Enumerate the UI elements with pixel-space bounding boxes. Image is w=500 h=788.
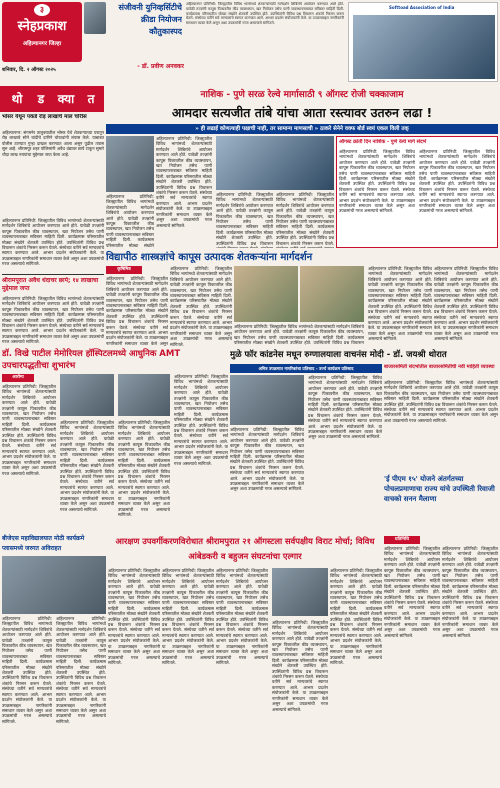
train-photo [216,136,334,190]
brief1-title: भोसर येथून पकडे रोड़ लाखाचे माल चोरीस [2,114,87,120]
bjs-headline: बीजेएस महाविद्यालयात मोठी कार्यक्रमे प्लासमध्ये जरुरत अविराहत [2,535,85,552]
vidyapeeth-body-1: अहिल्यानगर प्रतिनिधी: जिल्ह्यातील विविध भागांमध्ये शेतकऱ्यांसाठी मार्गदर्शन शिबिरांचे आयोजन करण्यात आले होते. यावेळी तज्ज्ञांनी कापूस पिकावरील कीड व्यवस्थापन, खत नियोजन तसेच पाणी व्यवस्थापनाबाबत सविस्तर माहिती दिली. कार्यक्रमास परिसरातील मोठ्या संख्येने शेतकरी उपस्थित होते. उपस्थितांनी विविध प्रश्न विचारून शंकांचे निरसन करून घेतले. संस्थेच्या वतीने सर्व मान्यवरांचे स्वागत करण्यात आले. आभार प्रदर्शन संयोजकांनी केले. या उपक्रमाबद्दल नागरिकांनी समाधान व्यक्त केले असून [106,276,168,346]
vidyapeeth-body-4: अहिल्यानगर प्रतिनिधी: जिल्ह्यातील विविध भागांमध्ये शेतकऱ्यांसाठी मार्गदर्शन शिबिरांचे आयोजन करण्यात आले होते. यावेळी तज्ज्ञांनी कापूस पिकावरील कीड व्यवस्थापन, खत नियोजन तसेच पाणी व्यवस्थापनाबाबत सविस्तर माहिती दिली. कार्यक्रमास परिसरातील मोठ्या संख्येने शेतकरी उपस्थित होते. उपस्थितांनी विविध प्रश्न विचारून शंकांचे निरसन करून घेतले. संस्थेच्या वतीने सर्व मान्यवरांचे स्वागत करण्यात आले. आभार प्रदर्शन संयोजकांनी केले. या उपक्रमाबद्दल नागरिकांनी समाधान व्यक्त केले असून अशा उपक्रमांची गरज असल्याचे सांगितले. [434,266,498,342]
thodkyat-letter-1: थो [11,92,23,106]
thodkyat-letter-4: त [87,92,95,106]
cardio-body-1: अहिल्यानगर प्रतिनिधी: जिल्ह्यातील विविध भागांमध्ये शेतकऱ्यांसाठी मार्गदर्शन शिबिरांचे आयोजन करण्यात आले होते. यावेळी तज्ज्ञांनी कापूस पिकावरील कीड व्यवस्थापन, खत नियोजन तसेच पाणी व्यवस्थापनाबाबत सविस्तर माहिती दिली. कार्यक्रमास परिसरातील मोठ्या संख्येने शेतकरी उपस्थित होते. उपस्थितांनी विविध प्रश्न विचारून शंकांचे निरसन करून घेतले. संस्थेच्या वतीने सर्व मान्यवरांचे स्वागत करण्यात आले. आभार प्रदर्शन संयोजकांनी केले. या उपक्रमाबद्दल नागरिकांनी समाधान व्यक्त केले असून अशा उपक्रमांची गरज असल्याचे सांगितले. [230,427,304,492]
ev-kicker: प्रतिनिधि [384,536,420,544]
masthead-ad [348,2,498,82]
hospital-body-3: अहिल्यानगर प्रतिनिधी: जिल्ह्यातील विविध भागांमध्ये शेतकऱ्यांसाठी मार्गदर्शन शिबिरांचे आयोजन करण्यात आले होते. यावेळी तज्ज्ञांनी कापूस पिकावरील कीड व्यवस्थापन, खत नियोजन तसेच पाणी व्यवस्थापनाबाबत सविस्तर माहिती दिली. कार्यक्रमास परिसरातील मोठ्या संख्येने शेतकरी उपस्थित होते. उपस्थितांनी विविध प्रश्न विचारून शंकांचे निरसन करून घेतले. संस्थेच्या वतीने सर्व मान्यवरांचे स्वागत करण्यात आले. आभार प्रदर्शन संयोजकांनी केले. या उपक्रमाबद्दल नागरिकांनी समाधान व्यक्त केले असून अशा उपक्रमांची गरज असल्याचे सांगितले. [118,420,170,517]
divider [2,274,104,275]
reservation-body-2: अहिल्यानगर प्रतिनिधी: जिल्ह्यातील विविध भागांमध्ये शेतकऱ्यांसाठी मार्गदर्शन शिबिरांचे आयोजन करण्यात आले होते. यावेळी तज्ज्ञांनी कापूस पिकावरील कीड व्यवस्थापन, खत नियोजन तसेच पाणी व्यवस्थापनाबाबत सविस्तर माहिती दिली. कार्यक्रमास परिसरातील मोठ्या संख्येने शेतकरी उपस्थित होते. उपस्थितांनी विविध प्रश्न विचारून शंकांचे निरसन करून घेतले. संस्थेच्या वतीने सर्व मान्यवरांचे स्वागत करण्यात आले. आभार प्रदर्शन संयोजकांनी केले. या उपक्रमाबद्दल नागरिकांनी समाधान व्यक्त केले असून अशा उपक्रमांची गरज असल्याचे सांगितले. [162,568,214,665]
left-column [2,114,104,344]
reservation-body-5: अहिल्यानगर प्रतिनिधी: जिल्ह्यातील विविध भागांमध्ये शेतकऱ्यांसाठी मार्गदर्शन शिबिरांचे आयोजन करण्यात आले होते. यावेळी तज्ज्ञांनी कापूस पिकावरील कीड व्यवस्थापन, खत नियोजन तसेच पाणी व्यवस्थापनाबाबत सविस्तर माहिती दिली. कार्यक्रमास परिसरातील मोठ्या संख्येने शेतकरी उपस्थित होते. उपस्थितांनी विविध प्रश्न विचारून शंकांचे निरसन करून घेतले. संस्थेच्या वतीने सर्व मान्यवरांचे स्वागत करण्यात आले. आभार प्रदर्शन संयोजकांनी केले. या उपक्रमाबद्दल नागरिकांनी समाधान व्यक्त केले असून अशा उपक्रमांची गरज असल्याचे सांगितले. [330,568,382,665]
bjs-photo [2,556,106,614]
hospital-body-2: अहिल्यानगर प्रतिनिधी: जिल्ह्यातील विविध भागांमध्ये शेतकऱ्यांसाठी मार्गदर्शन शिबिरांचे आयोजन करण्यात आले होते. यावेळी तज्ज्ञांनी कापूस पिकावरील कीड व्यवस्थापन, खत नियोजन तसेच पाणी व्यवस्थापनाबाबत सविस्तर माहिती दिली. कार्यक्रमास परिसरातील मोठ्या संख्येने शेतकरी उपस्थित होते. उपस्थितांनी विविध प्रश्न विचारून शंकांचे निरसन करून घेतले. संस्थेच्या वतीने सर्व मान्यवरांचे स्वागत करण्यात आले. आभार प्रदर्शन संयोजकांनी केले. या उपक्रमाबद्दल नागरिकांनी समाधान व्यक्त केले असून अशा उपक्रमांची गरज असल्याचे सांगितले. [60,420,114,512]
brief1-body: अहिल्यानगर: संगमनेर तालुक्यातील भोसर येथे शेतकऱ्याच्या घरातून रोड़ लाखाचे सोने चांदीचे दागिने चोरट्यांनी लंपास केले. याबाबत पोलीस ठाण्यात गुन्हा दाखल करण्यात आला असून पुढील तपास सुरु आहे. श्रीरामपूर शहर पोलिसांनी अवैध धंद्यावर छापे टाकून सुमारे चौदा लाख रुपयांचा मुद्देमाल जप्त केला आहे. [2,130,104,157]
ad-label: Softtoad Association of India [389,5,455,10]
field-photo-1 [234,266,298,322]
sanjivani-title: संजीवनी युनिव्हर्सिटीचे क्रीडा नियोजन कौतुकास्पद [118,3,182,36]
market-brief [384,364,498,472]
cardio-headline: मुळे फॉर कांडनेस मधून रुग्णालयाला वाचनंस मोदी - डॉ. जयश्री थोरात [230,350,447,360]
tambe-photo [106,136,154,192]
sanjivani-photo [84,2,106,34]
cardio-story [230,364,382,532]
field-photo-2 [300,266,364,322]
brief1-body-2: अहिल्यानगर प्रतिनिधी: जिल्ह्यातील विविध भागांमध्ये शेतकऱ्यांसाठी मार्गदर्शन शिबिरांचे आयोजन करण्यात आले होते. यावेळी तज्ज्ञांनी कापूस पिकावरील कीड व्यवस्थापन, खत नियोजन तसेच पाणी व्यवस्थापनाबाबत सविस्तर माहिती दिली. कार्यक्रमास परिसरातील मोठ्या संख्येने शेतकरी उपस्थित होते. उपस्थितांनी विविध प्रश्न विचारून शंकांचे निरसन करून घेतले. संस्थेच्या वतीने सर्व मान्यवरांचे स्वागत करण्यात आले. आभार प्रदर्शन संयोजकांनी केले. या उपक्रमाबद्दल नागरिकांनी समाधान व्यक्त केले असून अशा उपक्रमांची गरज असल्याचे सांगितले. [2,218,104,267]
tambe-body-3: अहिल्यानगर प्रतिनिधी: जिल्ह्यातील विविध भागांमध्ये शेतकऱ्यांसाठी मार्गदर्शन शिबिरांचे आयोजन करण्यात आले होते. यावेळी तज्ज्ञांनी कापूस पिकावरील कीड व्यवस्थापन, खत नियोजन तसेच पाणी व्यवस्थापनाबाबत सविस्तर माहिती दिली. कार्यक्रमास परिसरातील मोठ्या संख्येने शेतकरी उपस्थित होते. उपस्थितांनी विविध प्रश्न विचारून [216,192,273,246]
tambe-body-2: अहिल्यानगर प्रतिनिधी: जिल्ह्यातील विविध भागांमध्ये शेतकऱ्यांसाठी मार्गदर्शन शिबिरांचे आयोजन करण्यात आले होते. यावेळी तज्ज्ञांनी कापूस पिकावरील कीड व्यवस्थापन, खत नियोजन तसेच पाणी व्यवस्थापनाबाबत सविस्तर माहिती दिली. कार्यक्रमास परिसरातील मोठ्या संख्येने [106,194,154,248]
market-brief-body: अहिल्यानगर प्रतिनिधी: जिल्ह्यातील विविध भागांमध्ये शेतकऱ्यांसाठी मार्गदर्शन शिबिरांचे आयोजन करण्यात आले होते. यावेळी तज्ज्ञांनी कापूस पिकावरील कीड व्यवस्थापन, खत नियोजन तसेच पाणी व्यवस्थापनाबाबत सविस्तर माहिती दिली. कार्यक्रमास परिसरातील मोठ्या संख्येने शेतकरी उपस्थित होते. उपस्थितांनी विविध प्रश्न विचारून शंकांचे निरसन करून घेतले. संस्थेच्या वतीने सर्व मान्यवरांचे स्वागत करण्यात आले. आभार प्रदर्शन संयोजकांनी केले. या उपक्रमाबद्दल नागरिकांनी समाधान व्यक्त केले असून अशा उपक्रमांची गरज असल्याचे सांगितले. [384,380,498,423]
bjs-body-1: अहिल्यानगर प्रतिनिधी: जिल्ह्यातील विविध भागांमध्ये शेतकऱ्यांसाठी मार्गदर्शन शिबिरांचे आयोजन करण्यात आले होते. यावेळी तज्ज्ञांनी कापूस पिकावरील कीड व्यवस्थापन, खत नियोजन तसेच पाणी व्यवस्थापनाबाबत सविस्तर माहिती दिली. कार्यक्रमास परिसरातील मोठ्या संख्येने शेतकरी उपस्थित होते. उपस्थितांनी विविध प्रश्न विचारून शंकांचे निरसन करून घेतले. संस्थेच्या वतीने सर्व मान्यवरांचे स्वागत करण्यात आले. आभार प्रदर्शन संयोजकांनी केले. या उपक्रमाबद्दल नागरिकांनी समाधान व्यक्त केले असून अशा उपक्रमांची गरज असल्याचे सांगितले. [2,616,52,724]
reservation-body-4: अहिल्यानगर प्रतिनिधी: जिल्ह्यातील विविध भागांमध्ये शेतकऱ्यांसाठी मार्गदर्शन शिबिरांचे आयोजन करण्यात आले होते. यावेळी तज्ज्ञांनी कापूस पिकावरील कीड व्यवस्थापन, खत नियोजन तसेच पाणी व्यवस्थापनाबाबत सविस्तर माहिती दिली. कार्यक्रमास परिसरातील मोठ्या संख्येने शेतकरी उपस्थित होते. उपस्थितांनी विविध प्रश्न विचारून शंकांचे निरसन करून घेतले. संस्थेच्या वतीने सर्व मान्यवरांचे स्वागत करण्यात आले. आभार प्रदर्शन संयोजकांनी केले. या उपक्रमाबद्दल नागरिकांनी समाधान व्यक्त केले असून अशा उपक्रमांची गरज असल्याचे सांगितले. [272,620,328,712]
tambe-story [106,136,334,248]
vidyapeeth-headline: विद्यापीठ शास्त्रज्ञांचे कापूस उत्पादक शेतकऱ्यांना मार्गदर्शन [106,252,313,263]
ad-photo [353,15,495,79]
rail-box [336,136,498,248]
logo-subtitle: अहिल्यानगर जिल्हा [22,41,62,47]
cardio-body-2: अहिल्यानगर प्रतिनिधी: जिल्ह्यातील विविध भागांमध्ये शेतकऱ्यांसाठी मार्गदर्शन शिबिरांचे आयोजन करण्यात आले होते. यावेळी तज्ज्ञांनी कापूस पिकावरील कीड व्यवस्थापन, खत नियोजन तसेच पाणी व्यवस्थापनाबाबत सविस्तर माहिती दिली. कार्यक्रमास परिसरातील मोठ्या संख्येने शेतकरी उपस्थित होते. उपस्थितांनी विविध प्रश्न विचारून शंकांचे निरसन करून घेतले. संस्थेच्या वतीने सर्व मान्यवरांचे स्वागत करण्यात आले. आभार प्रदर्शन संयोजकांनी केले. या उपक्रमाबद्दल नागरिकांनी समाधान व्यक्त केले असून अशा उपक्रमांची गरज असल्याचे सांगितले. [308,375,382,440]
logo-box [2,2,82,62]
logo-title: स्नेहप्रकाश [17,19,67,34]
masthead [0,0,500,86]
cardio-photo [230,375,304,425]
thodkyat-letter-2: ड [37,92,45,106]
tambe-body-4: अहिल्यानगर प्रतिनिधी: जिल्ह्यातील विविध भागांमध्ये शेतकऱ्यांसाठी मार्गदर्शन शिबिरांचे आयोजन करण्यात आले होते. यावेळी तज्ज्ञांनी कापूस पिकावरील कीड व्यवस्थापन, खत नियोजन तसेच पाणी व्यवस्थापनाबाबत सविस्तर माहिती दिली. कार्यक्रमास परिसरातील मोठ्या संख्येने शेतकरी उपस्थित होते. उपस्थितांनी विविध प्रश्न विचारून शंकांचे निरसन करून घेतले. [276,192,334,246]
rail-body-2: अहिल्यानगर प्रतिनिधी: जिल्ह्यातील विविध भागांमध्ये शेतकऱ्यांसाठी मार्गदर्शन शिबिरांचे आयोजन करण्यात आले होते. यावेळी तज्ज्ञांनी कापूस पिकावरील कीड व्यवस्थापन, खत नियोजन तसेच पाणी व्यवस्थापनाबाबत सविस्तर माहिती दिली. कार्यक्रमास परिसरातील मोठ्या संख्येने शेतकरी उपस्थित होते. उपस्थितांनी विविध प्रश्न विचारून शंकांचे निरसन करून घेतले. संस्थेच्या वतीने सर्व मान्यवरांचे स्वागत करण्यात आले. आभार प्रदर्शन संयोजकांनी केले. या उपक्रमाबद्दल नागरिकांनी समाधान व्यक्त केले असून अशा उपक्रमांची गरज असल्याचे सांगितले. [419,149,495,214]
ev-story [384,474,498,786]
cardio-kicker: अमित्र उपक्रमात नागरिकांचा प्रतिसाद - उर्ज्य कार्यक्रम प्रतिसाद [230,364,382,373]
market-brief-title: बाजारसमिती संदर्भातील बाजारसमितीची नवी माहिती व्यवस्था [384,364,495,370]
reservation-photo [272,568,328,616]
hospital-body-1: अहिल्यानगर प्रतिनिधी: जिल्ह्यातील विविध भागांमध्ये शेतकऱ्यांसाठी मार्गदर्शन शिबिरांचे आयोजन करण्यात आले होते. यावेळी तज्ज्ञांनी कापूस पिकावरील कीड व्यवस्थापन, खत नियोजन तसेच पाणी व्यवस्थापनाबाबत सविस्तर माहिती दिली. कार्यक्रमास परिसरातील मोठ्या संख्येने शेतकरी उपस्थित होते. उपस्थितांनी विविध प्रश्न विचारून शंकांचे निरसन करून घेतले. संस्थेच्या वतीने सर्व मान्यवरांचे स्वागत करण्यात आले. आभार प्रदर्शन संयोजकांनी केले. या उपक्रमाबद्दल नागरिकांनी समाधान व्यक्त केले असून अशा उपक्रमांची गरज असल्याचे सांगितले. [2,384,56,476]
hospital-photo-1 [60,374,114,416]
hospital-story [2,374,228,532]
vidyapeeth-story [106,250,498,346]
ev-body-2: अहिल्यानगर प्रतिनिधी: जिल्ह्यातील विविध भागांमध्ये शेतकऱ्यांसाठी मार्गदर्शन शिबिरांचे आयोजन करण्यात आले होते. यावेळी तज्ज्ञांनी कापूस पिकावरील कीड व्यवस्थापन, खत नियोजन तसेच पाणी व्यवस्थापनाबाबत सविस्तर माहिती दिली. कार्यक्रमास परिसरातील मोठ्या संख्येने शेतकरी उपस्थित होते. उपस्थितांनी विविध प्रश्न विचारून शंकांचे निरसन करून घेतले. संस्थेच्या वतीने सर्व मान्यवरांचे स्वागत करण्यात आले. आभार प्रदर्शन संयोजकांनी केले. या उपक्रमाबद्दल नागरिकांनी समाधान व्यक्त केले असून अशा उपक्रमांची गरज असल्याचे सांगितले. [442,546,498,638]
thodkyat-letter-3: क्या [57,92,75,106]
logo-number: ३ [34,4,50,16]
brief2-body: अहिल्यानगर प्रतिनिधी: जिल्ह्यातील विविध भागांमध्ये शेतकऱ्यांसाठी मार्गदर्शन शिबिरांचे आयोजन करण्यात आले होते. यावेळी तज्ज्ञांनी कापूस पिकावरील कीड व्यवस्थापन, खत नियोजन तसेच पाणी व्यवस्थापनाबाबत सविस्तर माहिती दिली. कार्यक्रमास परिसरातील मोठ्या संख्येने शेतकरी उपस्थित होते. उपस्थितांनी विविध प्रश्न विचारून शंकांचे निरसन करून घेतले. संस्थेच्या वतीने सर्व मान्यवरांचे स्वागत करण्यात आले. आभार प्रदर्शन संयोजकांनी केले. या उपक्रमाबद्दल नागरिकांनी समाधान व्यक्त केले असून अशा उपक्रमांची गरज असल्याचे सांगितले. [2,296,104,344]
bjs-body-2: अहिल्यानगर प्रतिनिधी: जिल्ह्यातील विविध भागांमध्ये शेतकऱ्यांसाठी मार्गदर्शन शिबिरांचे आयोजन करण्यात आले होते. यावेळी तज्ज्ञांनी कापूस पिकावरील कीड व्यवस्थापन, खत नियोजन तसेच पाणी व्यवस्थापनाबाबत सविस्तर माहिती दिली. कार्यक्रमास परिसरातील मोठ्या संख्येने शेतकरी उपस्थित होते. उपस्थितांनी विविध प्रश्न विचारून शंकांचे निरसन करून घेतले. संस्थेच्या वतीने सर्व मान्यवरांचे स्वागत करण्यात आले. आभार प्रदर्शन संयोजकांनी केले. या उपक्रमाबद्दल नागरिकांनी समाधान व्यक्त केले असून अशा उपक्रमांची गरज असल्याचे सांगितले. [56,616,106,724]
hospital-body-4: अहिल्यानगर प्रतिनिधी: जिल्ह्यातील विविध भागांमध्ये शेतकऱ्यांसाठी मार्गदर्शन शिबिरांचे आयोजन करण्यात आले होते. यावेळी तज्ज्ञांनी कापूस पिकावरील कीड व्यवस्थापन, खत नियोजन तसेच पाणी व्यवस्थापनाबाबत सविस्तर माहिती दिली. कार्यक्रमास परिसरातील मोठ्या संख्येने शेतकरी उपस्थित होते. उपस्थितांनी विविध प्रश्न विचारून शंकांचे निरसन करून घेतले. संस्थेच्या वतीने सर्व मान्यवरांचे स्वागत करण्यात आले. आभार प्रदर्शन संयोजकांनी केले. या उपक्रमाबद्दल नागरिकांनी समाधान व्यक्त केले असून अशा उपक्रमांची गरज असल्याचे सांगितले. [174,374,228,466]
vidyapeeth-body-3: अहिल्यानगर प्रतिनिधी: जिल्ह्यातील विविध भागांमध्ये शेतकऱ्यांसाठी मार्गदर्शन शिबिरांचे आयोजन करण्यात आले होते. यावेळी तज्ज्ञांनी कापूस पिकावरील कीड व्यवस्थापन, खत नियोजन तसेच पाणी व्यवस्थापनाबाबत सविस्तर माहिती दिली. कार्यक्रमास परिसरातील मोठ्या संख्येने शेतकरी उपस्थित होते. उपस्थितांनी विविध प्रश्न विचारून शंकांचे निरसन करून घेतले. संस्थेच्या वतीने सर्व मान्यवरांचे स्वागत करण्यात आले. आभार प्रदर्शन संयोजकांनी केले. या उपक्रमाबद्दल नागरिकांनी समाधान व्यक्त केले असून अशा उपक्रमांची गरज असल्याचे सांगितले. [368,266,432,342]
tambe-kicker: नाशिक - पुणे सरळ रेल्वे मार्गासाठी ९ ऑगस्ट रोजी चक्काजाम [200,90,404,100]
reservation-body-1: अहिल्यानगर प्रतिनिधी: जिल्ह्यातील विविध भागांमध्ये शेतकऱ्यांसाठी मार्गदर्शन शिबिरांचे आयोजन करण्यात आले होते. यावेळी तज्ज्ञांनी कापूस पिकावरील कीड व्यवस्थापन, खत नियोजन तसेच पाणी व्यवस्थापनाबाबत सविस्तर माहिती दिली. कार्यक्रमास परिसरातील मोठ्या संख्येने शेतकरी उपस्थित होते. उपस्थितांनी विविध प्रश्न विचारून शंकांचे निरसन करून घेतले. संस्थेच्या वतीने सर्व मान्यवरांचे स्वागत करण्यात आले. आभार प्रदर्शन संयोजकांनी केले. या उपक्रमाबद्दल नागरिकांनी समाधान व्यक्त केले असून अशा उपक्रमांची गरज असल्याचे सांगितले. [108,568,160,665]
hospital-photo-2 [118,374,170,416]
vidyapeeth-body-2: अहिल्यानगर प्रतिनिधी: जिल्ह्यातील विविध भागांमध्ये शेतकऱ्यांसाठी मार्गदर्शन शिबिरांचे आयोजन करण्यात आले होते. यावेळी तज्ज्ञांनी कापूस पिकावरील कीड व्यवस्थापन, खत नियोजन तसेच पाणी व्यवस्थापनाबाबत सविस्तर माहिती दिली. कार्यक्रमास परिसरातील मोठ्या संख्येने शेतकरी उपस्थित होते. उपस्थितांनी विविध प्रश्न विचारून शंकांचे निरसन करून घेतले. संस्थेच्या वतीने सर्व मान्यवरांचे स्वागत करण्यात आले. आभार प्रदर्शन संयोजकांनी केले. या उपक्रमाबद्दल नागरिकांनी समाधान व्यक्त केले असून अशा उपक्रमांची गरज असल्याचे सांगितले. [170,266,232,346]
vidyapeeth-kicker: कृषिमित्र [106,266,142,274]
brief2-title: श्रीरामपूरात अवैध धंदाचर छापे; १४ लाखाचा मुद्देमाल जप्त [2,277,99,292]
dateline: शनिवार, दि. २ ऑगस्ट २०२५ [2,67,56,73]
hospital-kicker: आरोग्य [2,374,34,382]
rail-title: ऑगस्ट क्रांती दिन नाशिक - पुणे रेल्वे मार्ग संदर्भ [339,139,427,145]
reservation-story [108,534,382,786]
tambe-subhead: » ही लढाई कोणत्याही पक्षाची नाही, तर सामान्य माणसाची » ठाकरे सेनेने वक्फ बोर्ड स्वयं एकल विली तक् [106,124,498,134]
tambe-headline: आमदार सत्यजीत तांबे यांचा आता रस्त्यावर उतरुन लढा ! [171,105,433,120]
hospital-headline: डॉ. विखे पाटील मेमोरियल हॉस्पिटलमध्ये आधुनिक AMT उपचारपद्धतीचा शुभारंभ [2,349,181,371]
thodkyat-strip [0,86,104,112]
sanjivani-body: अहिल्यानगर प्रतिनिधी: जिल्ह्यातील विविध भागांमध्ये शेतकऱ्यांसाठी मार्गदर्शन शिबिरांचे आयोजन करण्यात आले होते. यावेळी तज्ज्ञांनी कापूस पिकावरील कीड व्यवस्थापन, खत नियोजन तसेच पाणी व्यवस्थापनाबाबत सविस्तर माहिती दिली. कार्यक्रमास परिसरातील मोठ्या संख्येने शेतकरी उपस्थित होते. उपस्थितांनी विविध प्रश्न विचारून शंकांचे निरसन करून घेतले. संस्थेच्या वतीने सर्व मान्यवरांचे स्वागत करण्यात आले. आभार प्रदर्शन संयोजकांनी केले. या उपक्रमाबद्दल नागरिकांनी समाधान व्यक्त केले असून अशा उपक्रमांची गरज असल्याचे सांगितले. [186,2,344,26]
vidyapeeth-caption: अहिल्यानगर प्रतिनिधी: जिल्ह्यातील विविध भागांमध्ये शेतकऱ्यांसाठी मार्गदर्शन शिबिरांचे आयोजन करण्यात आले होते. यावेळी तज्ज्ञांनी कापूस पिकावरील कीड व्यवस्थापन, खत नियोजन तसेच पाणी व्यवस्थापनाबाबत सविस्तर माहिती दिली. कार्यक्रमास परिसरातील मोठ्या संख्येने शेतकरी उपस्थित होते. उपस्थितांनी विविध प्रश्न विचारून [234,324,364,346]
tambe-body-1: अहिल्यानगर प्रतिनिधी: जिल्ह्यातील विविध भागांमध्ये शेतकऱ्यांसाठी मार्गदर्शन शिबिरांचे आयोजन करण्यात आले होते. यावेळी तज्ज्ञांनी कापूस पिकावरील कीड व्यवस्थापन, खत नियोजन तसेच पाणी व्यवस्थापनाबाबत सविस्तर माहिती दिली. कार्यक्रमास परिसरातील मोठ्या संख्येने शेतकरी उपस्थित होते. उपस्थितांनी विविध प्रश्न विचारून शंकांचे निरसन करून घेतले. संस्थेच्या वतीने सर्व मान्यवरांचे स्वागत करण्यात आले. आभार प्रदर्शन संयोजकांनी केले. या उपक्रमाबद्दल नागरिकांनी समाधान व्यक्त केले असून अशा उपक्रमांची गरज असल्याचे सांगितले. [156,136,212,228]
reservation-body-3: अहिल्यानगर प्रतिनिधी: जिल्ह्यातील विविध भागांमध्ये शेतकऱ्यांसाठी मार्गदर्शन शिबिरांचे आयोजन करण्यात आले होते. यावेळी तज्ज्ञांनी कापूस पिकावरील कीड व्यवस्थापन, खत नियोजन तसेच पाणी व्यवस्थापनाबाबत सविस्तर माहिती दिली. कार्यक्रमास परिसरातील मोठ्या संख्येने शेतकरी उपस्थित होते. उपस्थितांनी विविध प्रश्न विचारून शंकांचे निरसन करून घेतले. संस्थेच्या वतीने सर्व मान्यवरांचे स्वागत करण्यात आले. आभार प्रदर्शन संयोजकांनी केले. या उपक्रमाबद्दल नागरिकांनी समाधान व्यक्त केले असून अशा उपक्रमांची गरज असल्याचे सांगितले. [216,568,268,665]
reservation-headline: आरक्षण उपवर्गीकरणविरोधात श्रीरामपुरात २१ ऑगस्टला सर्वपक्षीय विराट मोर्चा; विविध आंबेडकरी व बहुजन संघटनांचा एल्गार [115,536,375,561]
bjs-story [2,534,106,786]
ev-body-1: अहिल्यानगर प्रतिनिधी: जिल्ह्यातील विविध भागांमध्ये शेतकऱ्यांसाठी मार्गदर्शन शिबिरांचे आयोजन करण्यात आले होते. यावेळी तज्ज्ञांनी कापूस पिकावरील कीड व्यवस्थापन, खत नियोजन तसेच पाणी व्यवस्थापनाबाबत सविस्तर माहिती दिली. कार्यक्रमास परिसरातील मोठ्या संख्येने शेतकरी उपस्थित होते. उपस्थितांनी विविध प्रश्न विचारून शंकांचे निरसन करून घेतले. संस्थेच्या वतीने सर्व मान्यवरांचे स्वागत करण्यात आले. आभार प्रदर्शन संयोजकांनी केले. या उपक्रमाबद्दल नागरिकांनी समाधान व्यक्त केले असून अशा उपक्रमांची गरज असल्याचे सांगितले. [384,546,440,638]
rail-body-1: अहिल्यानगर प्रतिनिधी: जिल्ह्यातील विविध भागांमध्ये शेतकऱ्यांसाठी मार्गदर्शन शिबिरांचे आयोजन करण्यात आले होते. यावेळी तज्ज्ञांनी कापूस पिकावरील कीड व्यवस्थापन, खत नियोजन तसेच पाणी व्यवस्थापनाबाबत सविस्तर माहिती दिली. कार्यक्रमास परिसरातील मोठ्या संख्येने शेतकरी उपस्थित होते. उपस्थितांनी विविध प्रश्न विचारून शंकांचे निरसन करून घेतले. संस्थेच्या वतीने सर्व मान्यवरांचे स्वागत करण्यात आले. आभार प्रदर्शन संयोजकांनी केले. या उपक्रमाबद्दल नागरिकांनी समाधान व्यक्त केले असून अशा उपक्रमांची गरज असल्याचे सांगितले. [339,149,415,214]
sanjivani-byline: - डॉ. प्रवीण अनवकर [137,63,184,70]
ev-headline: 'ई पीएम १५' योजने अंतर्गतच्या पोचलप्रमाणाचा राज्य यांचे उपस्थिती रिवाजी वाचको सनन मैलाणा [384,475,495,503]
